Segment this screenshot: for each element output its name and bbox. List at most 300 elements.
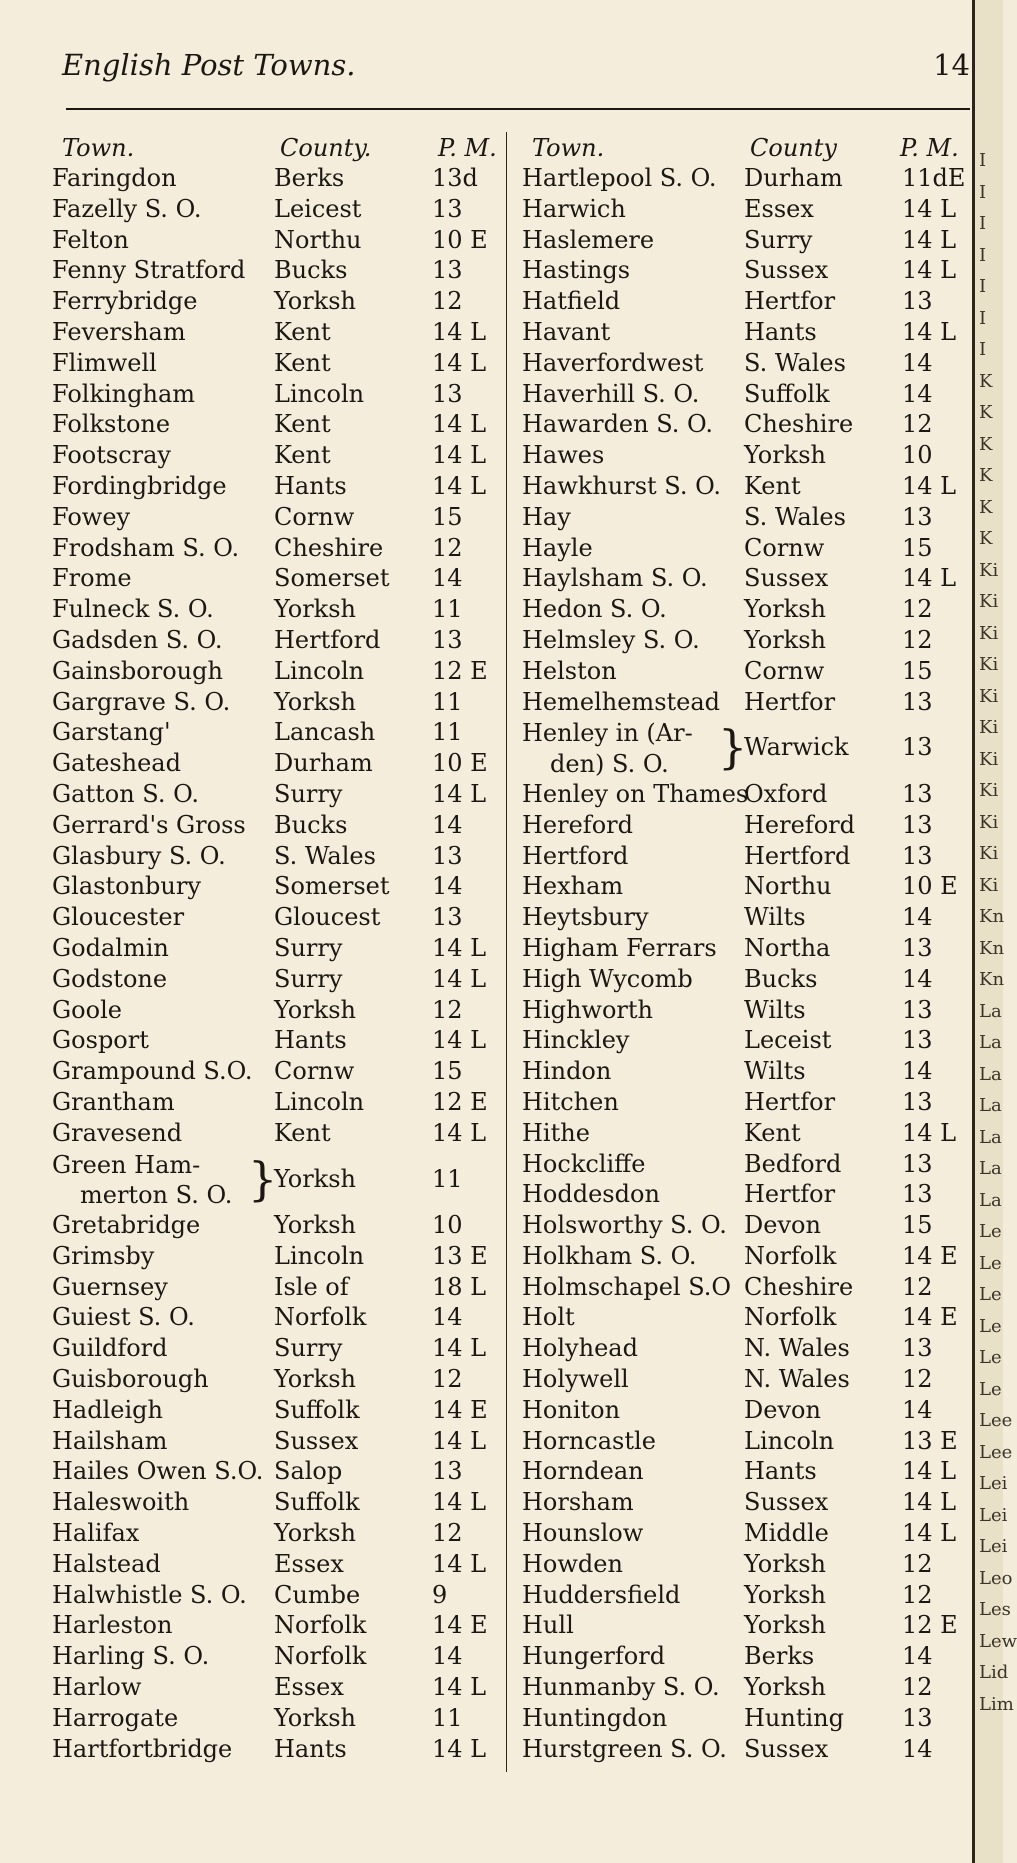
post-mark-value: 14 L [902, 471, 957, 500]
county-name: S. Wales [744, 348, 846, 377]
post-mark-value: 14 L [432, 410, 487, 439]
county-name: Hants [274, 1026, 347, 1055]
county-name: Lincoln [274, 1241, 365, 1270]
town-name: Hunmanby S. O. [522, 1673, 720, 1702]
post-mark-value: 14 L [432, 1026, 487, 1055]
table-row [52, 595, 504, 626]
adjacent-page-fragment: Lim [979, 1693, 1014, 1715]
table-row [52, 626, 504, 657]
post-mark-value: 13 [902, 841, 933, 870]
table-row [522, 1427, 972, 1458]
post-mark-value: 14 L [902, 225, 957, 254]
table-row [522, 1150, 972, 1181]
table-row [522, 1365, 972, 1396]
adjacent-page-fragment: Lei [979, 1536, 1008, 1557]
post-mark-value: 11 [432, 1164, 463, 1193]
table-row [522, 1119, 972, 1150]
table-row [52, 688, 504, 719]
table-row [522, 1704, 972, 1735]
table-row [522, 1396, 972, 1427]
post-mark-value: 12 [432, 287, 463, 316]
town-name: Hay [522, 502, 571, 531]
adjacent-page-fragment: Le [979, 1284, 1002, 1305]
post-mark-value: 12 [432, 1519, 463, 1548]
table-row [522, 1242, 972, 1273]
table-row [522, 1211, 972, 1242]
adjacent-page-fragment: Le [979, 1252, 1002, 1274]
town-name: Fordingbridge [52, 471, 227, 500]
table-row [52, 1088, 504, 1119]
county-name: Surry [274, 964, 343, 993]
table-row [522, 903, 972, 934]
right-column [522, 134, 972, 1765]
table-row [522, 318, 972, 349]
county-name: Norfolk [744, 1303, 837, 1332]
adjacent-page-fragment: Leo [979, 1567, 1013, 1589]
town-name: Hatfield [522, 287, 621, 316]
town-name: Howden [522, 1549, 623, 1578]
adjacent-page-fragment: La [979, 1095, 1002, 1116]
post-mark-value: 15 [902, 1211, 933, 1240]
county-name: Hertford [744, 841, 851, 870]
adjacent-page-fragment: Ki [979, 811, 999, 833]
post-mark-value: 14 [902, 379, 933, 408]
table-row [522, 996, 972, 1027]
post-mark-value: 13 [432, 256, 463, 285]
town-name: Harleston [52, 1611, 173, 1640]
table-row [52, 1119, 504, 1150]
adjacent-page-fragment: K [979, 433, 993, 455]
post-mark-value: 12 [902, 410, 933, 439]
county-name: Hertfor [744, 1180, 836, 1209]
post-mark-value: 12 [902, 625, 933, 654]
adjacent-page-fragment: K [979, 528, 993, 549]
town-name: Footscray [52, 441, 171, 470]
town-name: Heytsbury [522, 903, 649, 932]
town-name-line-1: Green Ham- [52, 1150, 201, 1179]
county-name: N. Wales [744, 1365, 850, 1394]
brace-icon: } [718, 720, 748, 775]
post-mark-value: 12 [902, 1580, 933, 1609]
post-mark-value: 14 [902, 1734, 933, 1763]
post-mark-value: 14 L [432, 348, 487, 377]
town-name: Henley on Thames [522, 779, 749, 808]
post-mark-value: 10 [432, 1211, 463, 1240]
table-row [522, 626, 972, 657]
page-title: English Post Towns. [62, 48, 356, 82]
page-header [62, 48, 970, 98]
table-row [52, 780, 504, 811]
town-name: Harling S. O. [52, 1642, 210, 1671]
adjacent-page-fragment: I [979, 181, 987, 203]
table-row [522, 1735, 972, 1766]
adjacent-page-fragment: Le [979, 1315, 1002, 1337]
table-row [52, 564, 504, 595]
post-mark-value: 14 L [432, 1118, 487, 1147]
county-name: Sussex [744, 564, 829, 593]
town-name: Holywell [522, 1365, 629, 1394]
county-name: Yorksh [274, 995, 356, 1024]
post-mark-value: 15 [432, 1057, 463, 1086]
county-name: Yorksh [274, 687, 356, 716]
post-mark-value: 12 E [902, 1611, 958, 1640]
table-row [522, 872, 972, 903]
table-row [522, 164, 972, 195]
county-name: Berks [744, 1642, 815, 1671]
adjacent-page-fragment: La [979, 1063, 1002, 1085]
county-name: Yorksh [274, 287, 356, 316]
county-name: Salop [274, 1457, 343, 1486]
table-row [522, 1088, 972, 1119]
county-name: Yorksh [744, 1611, 826, 1640]
town-name: Harwich [522, 194, 626, 223]
table-row [52, 195, 504, 226]
post-mark-value: 12 [432, 1365, 463, 1394]
post-mark-value: 14 L [902, 1457, 957, 1486]
town-name: Gravesend [52, 1118, 183, 1147]
adjacent-page-fragment: I [979, 339, 987, 360]
header-town: Town. [532, 134, 605, 162]
table-row [52, 1457, 504, 1488]
county-name: Essex [274, 1673, 344, 1702]
table-row [522, 1488, 972, 1519]
town-name: Hereford [522, 810, 633, 839]
county-name: Kent [274, 1118, 331, 1147]
town-name: Hedon S. O. [522, 595, 667, 624]
post-mark-value: 14 E [432, 1611, 488, 1640]
table-row [522, 842, 972, 873]
adjacent-page-fragment: Ki [979, 654, 999, 675]
county-name: Surry [274, 1334, 343, 1363]
table-row [522, 1519, 972, 1550]
table-row [52, 1026, 504, 1057]
town-name: Hailes Owen S.O. [52, 1457, 264, 1486]
post-mark-value: 13 [432, 379, 463, 408]
table-row [52, 164, 504, 195]
post-mark-value: 15 [432, 502, 463, 531]
post-mark-value: 14 E [902, 1241, 958, 1270]
town-name: Hurstgreen S. O. [522, 1734, 727, 1763]
post-mark-value: 13 [902, 1087, 933, 1116]
table-row [52, 1365, 504, 1396]
town-name: Guiest S. O. [52, 1303, 195, 1332]
county-name: Kent [274, 348, 331, 377]
county-name: Yorksh [274, 1519, 356, 1548]
post-mark-value: 14 [902, 1057, 933, 1086]
county-name: Surry [274, 779, 343, 808]
town-name: Hartfortbridge [52, 1734, 233, 1763]
table-row [522, 410, 972, 441]
post-mark-value: 13 [902, 733, 933, 762]
header-rule [66, 108, 970, 110]
post-mark-value: 14 E [432, 1395, 488, 1424]
county-name: Wilts [744, 995, 806, 1024]
county-name: Yorksh [744, 1580, 826, 1609]
table-row [522, 1611, 972, 1642]
adjacent-page-fragment: K [979, 496, 993, 518]
town-name: Hounslow [522, 1519, 644, 1548]
adjacent-page-fragment: Kn [979, 906, 1005, 927]
town-name: Hertford [522, 841, 629, 870]
county-name: Sussex [744, 256, 829, 285]
table-row [52, 318, 504, 349]
table-row [52, 1242, 504, 1273]
table-row [52, 349, 504, 380]
town-name: Higham Ferrars [522, 933, 717, 962]
town-name: Goole [52, 995, 122, 1024]
town-name: Gateshead [52, 749, 181, 778]
county-name: Kent [274, 410, 331, 439]
town-name: Haverfordwest [522, 348, 704, 377]
town-name: Gloucester [52, 903, 185, 932]
table-row [52, 1642, 504, 1673]
table-row [52, 811, 504, 842]
table-row [52, 1611, 504, 1642]
post-mark-value: 11 [432, 1703, 463, 1732]
town-name: Guisborough [52, 1365, 209, 1394]
table-row [52, 749, 504, 780]
county-name: Cornw [274, 1057, 355, 1086]
adjacent-page-fragment: La [979, 1158, 1002, 1179]
county-name: Yorksh [274, 1211, 356, 1240]
post-mark-value: 13 [902, 287, 933, 316]
table-row [522, 965, 972, 996]
county-name: Kent [744, 471, 801, 500]
table-row [522, 1457, 972, 1488]
table-row [522, 1673, 972, 1704]
table-row [52, 1057, 504, 1088]
table-row [52, 1273, 504, 1304]
table-row [52, 872, 504, 903]
post-mark-value: 13 [902, 687, 933, 716]
county-name: Middle [744, 1519, 829, 1548]
town-name [522, 718, 693, 780]
county-name: Cheshire [274, 533, 384, 562]
post-mark-value: 14 E [902, 1303, 958, 1332]
table-row [52, 410, 504, 441]
column-divider [506, 132, 507, 1772]
post-mark-value: 10 E [432, 225, 488, 254]
town-name: Hindon [522, 1057, 612, 1086]
town-name: Highworth [522, 995, 653, 1024]
county-name: Gloucest [274, 903, 381, 932]
post-mark-value: 14 L [432, 471, 487, 500]
county-name: Lancash [274, 718, 376, 747]
post-mark-value: 10 [902, 441, 933, 470]
county-name: Leicest [274, 194, 362, 223]
county-name: Northu [274, 225, 362, 254]
town-name: Holsworthy S. O. [522, 1211, 727, 1240]
town-name: Glasbury S. O. [52, 841, 226, 870]
adjacent-page-fragment: I [979, 213, 987, 234]
county-name: Sussex [274, 1426, 359, 1455]
county-name: Hants [274, 1734, 347, 1763]
table-row [522, 657, 972, 688]
table-row [52, 503, 504, 534]
adjacent-page-fragment: Lei [979, 1504, 1008, 1526]
post-mark-value: 10 E [432, 749, 488, 778]
county-name: Hunting [744, 1703, 844, 1732]
town-name: Gargrave S. O. [52, 687, 231, 716]
table-row [522, 811, 972, 842]
adjacent-page-fragment: Lid [979, 1662, 1009, 1683]
post-mark-value: 11 [432, 687, 463, 716]
post-mark-value: 13 [432, 625, 463, 654]
table-row [52, 1519, 504, 1550]
county-name: Yorksh [744, 1549, 826, 1578]
left-column [52, 134, 504, 1765]
table-row [522, 195, 972, 226]
post-mark-value: 14 L [432, 1426, 487, 1455]
county-name: Hants [744, 317, 817, 346]
town-name: Hawes [522, 441, 605, 470]
town-name: Fulneck S. O. [52, 595, 214, 624]
county-name: N. Wales [744, 1334, 850, 1363]
post-mark-value: 13 [432, 194, 463, 223]
table-row [522, 780, 972, 811]
post-mark-value: 12 E [432, 1087, 488, 1116]
county-name: Essex [274, 1549, 344, 1578]
post-mark-value: 14 L [902, 1488, 957, 1517]
town-name: Halwhistle S. O. [52, 1580, 247, 1609]
table-row [522, 349, 972, 380]
town-name: Hoddesdon [522, 1180, 660, 1209]
table-row [52, 287, 504, 318]
table-row [52, 996, 504, 1027]
county-name: Kent [744, 1118, 801, 1147]
adjacent-page-fragment: Ki [979, 843, 999, 864]
county-name: Yorksh [274, 1703, 356, 1732]
county-name: Sussex [744, 1488, 829, 1517]
town-name: Fowey [52, 502, 131, 531]
adjacent-page-fragment: Les [979, 1599, 1011, 1620]
adjacent-page-fragment: Kn [979, 969, 1005, 990]
town-name: Hartlepool S. O. [522, 164, 717, 192]
header-pm: P. M. [438, 134, 497, 162]
post-mark-value: 14 L [432, 1549, 487, 1578]
adjacent-page-fragment: I [979, 307, 987, 329]
header-town: Town. [62, 134, 135, 162]
table-row [522, 1550, 972, 1581]
post-mark-value: 12 [432, 995, 463, 1024]
post-mark-value: 14 L [432, 441, 487, 470]
table-row [52, 934, 504, 965]
town-name: Godalmin [52, 933, 169, 962]
post-mark-value: 13 [902, 1149, 933, 1178]
county-name: Norfolk [274, 1611, 367, 1640]
town-name: Hadleigh [52, 1395, 163, 1424]
county-name: Bedford [744, 1149, 842, 1178]
county-name: Kent [274, 317, 331, 346]
table-row [52, 1488, 504, 1519]
county-name: Surry [744, 225, 813, 254]
county-name: Yorksh [744, 595, 826, 624]
county-name: Hertfor [744, 687, 836, 716]
post-mark-value: 14 [432, 872, 463, 901]
town-name: Horndean [522, 1457, 644, 1486]
town-name: Folkingham [52, 379, 196, 408]
county-name: Isle of [274, 1272, 349, 1301]
county-name: Cornw [274, 502, 355, 531]
post-mark-value: 11 [432, 718, 463, 747]
post-mark-value: 12 [902, 1549, 933, 1578]
town-name: Huntingdon [522, 1703, 668, 1732]
town-name: Grimsby [52, 1241, 155, 1270]
adjacent-page-fragment: La [979, 1126, 1002, 1148]
post-mark-value: 14 L [902, 564, 957, 593]
table-row [52, 718, 504, 749]
county-name: Somerset [274, 564, 390, 593]
post-mark-value: 14 [902, 964, 933, 993]
town-name: Fenny Stratford [52, 256, 246, 285]
post-mark-value: 13 [902, 995, 933, 1024]
town-name: Halifax [52, 1519, 140, 1548]
table-row [522, 1642, 972, 1673]
town-name: Godstone [52, 964, 168, 993]
table-row [52, 534, 504, 565]
town-name-line-2: merton S. O. [80, 1181, 233, 1210]
town-name: Helmsley S. O. [522, 625, 700, 654]
town-name: Havant [522, 317, 611, 346]
adjacent-page-fragment: Ki [979, 717, 999, 738]
table-row [52, 842, 504, 873]
town-name: High Wycomb [522, 964, 693, 993]
town-name: Hastings [522, 256, 631, 285]
post-mark-value: 13 [902, 1334, 933, 1363]
adjacent-page-fragment: Kn [979, 937, 1005, 959]
adjacent-page-fragment: K [979, 465, 993, 486]
town-name: Gainsborough [52, 656, 223, 685]
table-row [522, 256, 972, 287]
county-name: Berks [274, 164, 345, 192]
town-name: Hawarden S. O. [522, 410, 713, 439]
table-row [522, 1180, 972, 1211]
post-mark-value: 13 [902, 933, 933, 962]
county-name: Bucks [274, 256, 348, 285]
adjacent-page-fragment: Lee [979, 1441, 1013, 1463]
post-mark-value: 13 E [902, 1426, 958, 1455]
county-name: Bucks [274, 810, 348, 839]
county-name: Wilts [744, 1057, 806, 1086]
post-mark-value: 14 [432, 564, 463, 593]
table-row [52, 1150, 504, 1212]
post-mark-value: 14 L [432, 1488, 487, 1517]
county-name: Yorksh [744, 441, 826, 470]
town-name: Holmschapel S.O [522, 1272, 732, 1301]
town-name: Gosport [52, 1026, 149, 1055]
post-mark-value: 13 [902, 779, 933, 808]
adjacent-page-fragment: Le [979, 1347, 1002, 1368]
town-name: Haslemere [522, 225, 655, 254]
post-mark-value: 12 [432, 533, 463, 562]
post-mark-value: 12 E [432, 656, 488, 685]
table-row [522, 688, 972, 719]
adjacent-page-fragment: Ki [979, 780, 999, 801]
post-mark-value: 14 L [902, 1118, 957, 1147]
town-name: Honiton [522, 1395, 621, 1424]
town-name-line-2: den) S. O. [550, 750, 669, 779]
town-name: Folkstone [52, 410, 171, 439]
post-mark-value: 18 L [432, 1272, 487, 1301]
town-name: Halstead [52, 1549, 161, 1578]
post-mark-value: 14 L [902, 1519, 957, 1548]
town-name: Flimwell [52, 348, 157, 377]
town-name: Hinckley [522, 1026, 630, 1055]
post-mark-value: 14 [902, 903, 933, 932]
column-headers [522, 134, 972, 164]
county-name: Norfolk [744, 1241, 837, 1270]
county-name: Lincoln [274, 1087, 365, 1116]
